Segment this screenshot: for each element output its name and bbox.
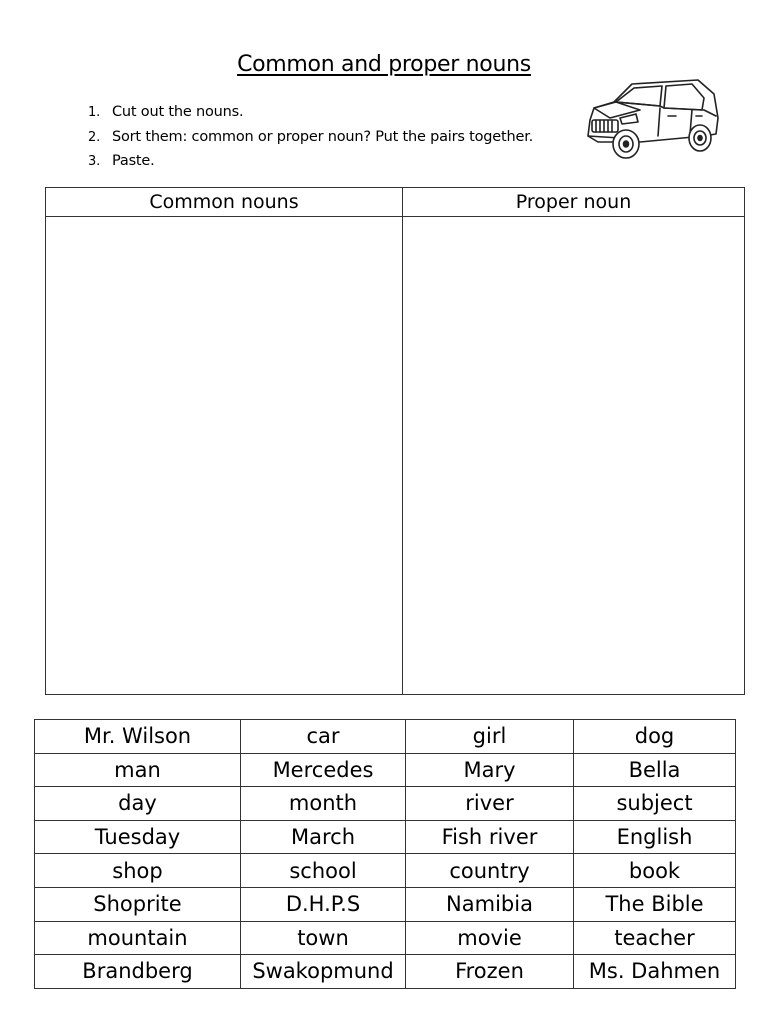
instruction-text: Sort them: common or proper noun? Put the pairs together. [112, 128, 534, 145]
word-card[interactable]: car [241, 720, 406, 754]
word-card[interactable]: man [35, 753, 241, 787]
word-card[interactable]: Ms. Dahmen [574, 955, 736, 989]
word-row [35, 720, 736, 754]
word-card[interactable]: subject [574, 787, 736, 821]
word-card[interactable]: Swakopmund [241, 955, 406, 989]
instruction-text: Cut out the nouns. [112, 104, 244, 120]
word-row [35, 955, 736, 989]
word-card[interactable]: mountain [35, 921, 241, 955]
word-card[interactable]: shop [35, 854, 241, 888]
word-card[interactable]: dog [574, 720, 736, 754]
common-nouns-column [46, 217, 403, 695]
word-card[interactable]: movie [406, 921, 574, 955]
word-card[interactable]: town [241, 921, 406, 955]
worksheet-title: Common and proper nouns [237, 52, 531, 77]
word-card[interactable]: The Bible [574, 887, 736, 921]
instruction-item: 1. Cut out the nouns. [88, 104, 244, 120]
word-card[interactable]: school [241, 854, 406, 888]
word-card[interactable]: Shoprite [35, 887, 241, 921]
word-card[interactable]: teacher [574, 921, 736, 955]
word-card[interactable]: Brandberg [35, 955, 241, 989]
instruction-item: 2. Sort them: common or proper noun? Put the pairs together. [88, 128, 534, 145]
word-card[interactable]: Bella [574, 753, 736, 787]
word-row [35, 921, 736, 955]
word-card[interactable]: Fish river [406, 820, 574, 854]
word-card[interactable]: river [406, 787, 574, 821]
word-card[interactable]: D.H.P.S [241, 887, 406, 921]
word-card[interactable]: Frozen [406, 955, 574, 989]
word-row [35, 787, 736, 821]
instruction-item: 3. Paste. [88, 153, 155, 169]
instruction-text: Paste. [112, 153, 155, 169]
proper-noun-header: Proper noun [403, 188, 745, 217]
word-card[interactable]: Namibia [406, 887, 574, 921]
sorting-table [45, 187, 745, 695]
word-row [35, 887, 736, 921]
sorting-table-header [46, 188, 745, 217]
sorting-table-body [46, 217, 745, 695]
word-card[interactable]: country [406, 854, 574, 888]
common-nouns-header: Common nouns [46, 188, 403, 217]
noun-cutout-table [34, 719, 736, 989]
word-row [35, 753, 736, 787]
word-row [35, 820, 736, 854]
word-row [35, 854, 736, 888]
word-card[interactable]: Mary [406, 753, 574, 787]
word-card[interactable]: month [241, 787, 406, 821]
car-icon [580, 72, 730, 164]
word-card[interactable]: book [574, 854, 736, 888]
word-card[interactable]: Tuesday [35, 820, 241, 854]
word-card[interactable]: March [241, 820, 406, 854]
word-card[interactable]: Mr. Wilson [35, 720, 241, 754]
word-card[interactable]: girl [406, 720, 574, 754]
word-card[interactable]: Mercedes [241, 753, 406, 787]
proper-noun-column [403, 217, 745, 695]
instructions-list [88, 100, 533, 174]
word-card[interactable]: English [574, 820, 736, 854]
word-card[interactable]: day [35, 787, 241, 821]
